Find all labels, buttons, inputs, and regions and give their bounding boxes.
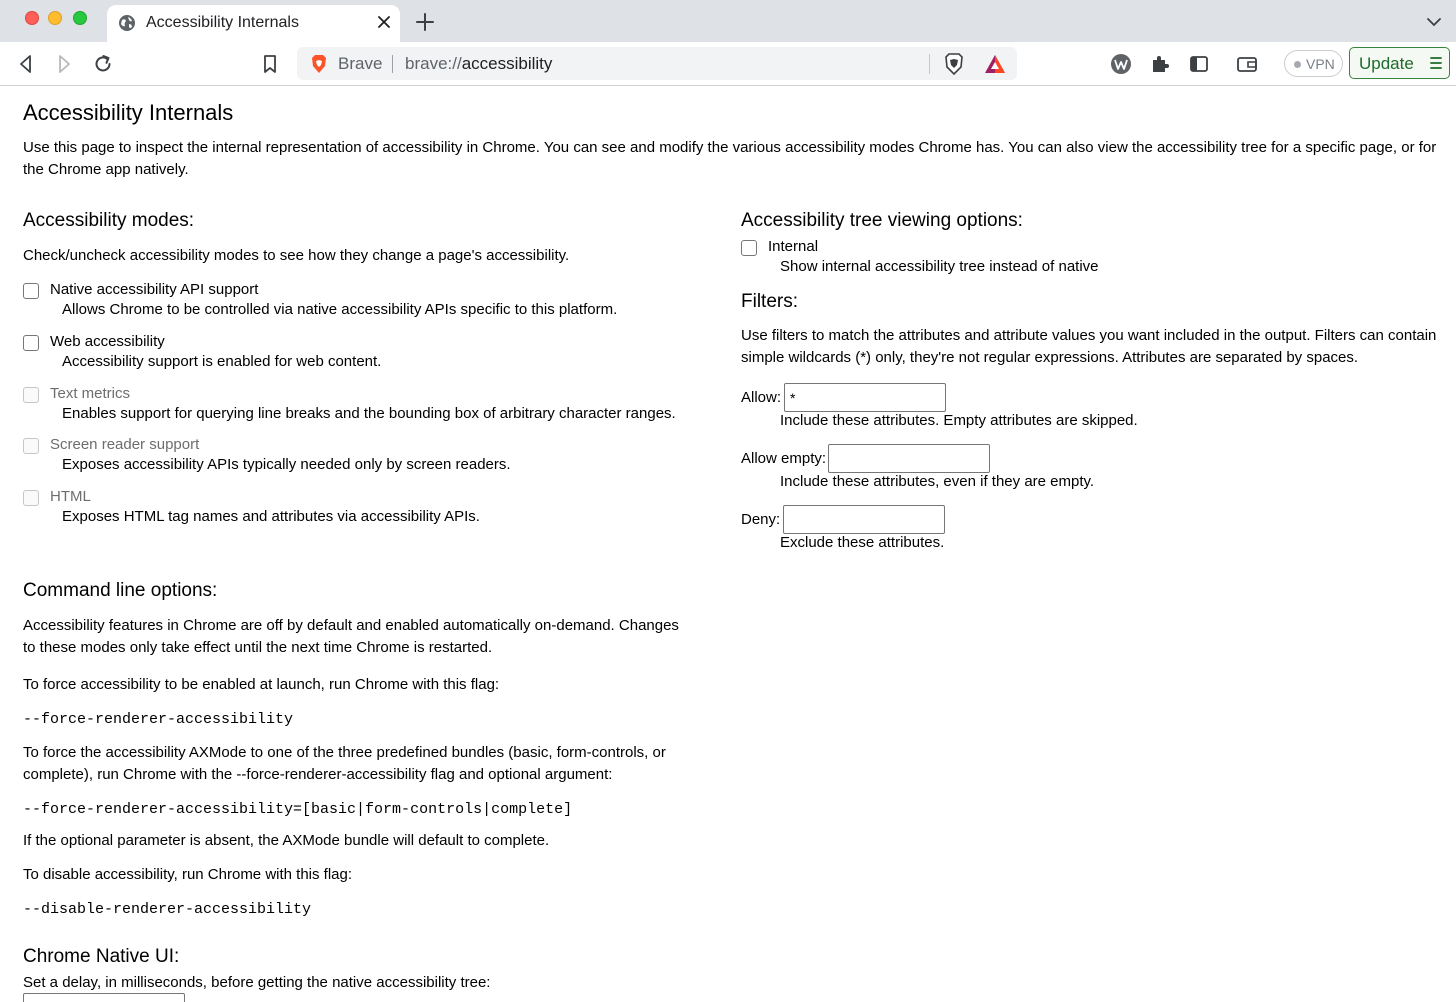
extensions-icon[interactable] <box>1149 53 1171 75</box>
deny-desc: Exclude these attributes. <box>780 534 945 551</box>
modes-description: Check/uncheck accessibility modes to see how they change a page's accessibility. <box>23 247 570 264</box>
reload-button[interactable] <box>92 53 114 75</box>
toolbar <box>0 42 1456 86</box>
native-ui-heading: Chrome Native UI: <box>23 946 180 967</box>
screen-reader-desc: Exposes accessibility APIs typically needed only by screen readers. <box>62 456 511 473</box>
modes-heading: Accessibility modes: <box>23 210 195 231</box>
text-metrics-desc: Enables support for querying line breaks and the bounding box of arbitrary character ranges. <box>62 405 676 422</box>
brave-shields-icon[interactable] <box>943 52 965 76</box>
web-accessibility-label: Web accessibility <box>50 333 165 350</box>
deny-label: Deny: <box>741 511 781 528</box>
omnibox-brand: Brave <box>338 54 383 73</box>
wallet-w-icon[interactable] <box>1110 53 1132 75</box>
new-tab-button[interactable] <box>415 12 435 32</box>
screen-reader-checkbox[interactable] <box>23 438 39 454</box>
bookmark-icon[interactable] <box>259 53 281 75</box>
back-button[interactable] <box>15 53 37 75</box>
text-metrics-checkbox[interactable] <box>23 387 39 403</box>
axmode-flag: --force-renderer-accessibility=[basic|form-controls|complete] <box>23 801 573 818</box>
sidebar-icon[interactable] <box>1188 53 1210 75</box>
globe-icon <box>118 14 136 32</box>
html-label: HTML <box>50 488 91 505</box>
html-desc: Exposes HTML tag names and attributes via accessibility APIs. <box>62 508 480 525</box>
allow-empty-desc: Include these attributes, even if they are empty. <box>780 473 1095 490</box>
native-api-checkbox[interactable] <box>23 283 39 299</box>
omnibox-separator <box>392 55 393 73</box>
chevron-down-icon[interactable] <box>1426 15 1442 29</box>
page-title: Accessibility Internals <box>23 100 234 125</box>
close-icon[interactable] <box>375 13 393 31</box>
tab-title: Accessibility Internals <box>146 14 299 31</box>
omnibox-divider <box>929 54 930 74</box>
native-api-label: Native accessibility API support <box>50 281 259 298</box>
vpn-status-dot <box>1294 61 1301 68</box>
vpn-button[interactable] <box>1284 50 1343 77</box>
address-bar[interactable] <box>297 47 1017 80</box>
internal-checkbox[interactable] <box>741 240 757 256</box>
screen-reader-label: Screen reader support <box>50 436 200 453</box>
brave-lion-icon <box>310 54 328 74</box>
url-host: accessibility <box>461 54 553 73</box>
tab-strip <box>0 0 1456 42</box>
menu-icon <box>1430 56 1442 70</box>
allow-empty-label: Allow empty: <box>741 450 827 467</box>
internal-desc: Show internal accessibility tree instead of native <box>780 258 1099 275</box>
native-api-desc: Allows Chrome to be controlled via native accessibility APIs specific to this platform. <box>62 301 618 318</box>
url-scheme: brave:// <box>405 54 462 73</box>
allow-label: Allow: <box>741 389 782 406</box>
command-line-intro: Accessibility features in Chrome are off by default and enabled automatically on-demand. Changes to these modes only take effect until the next time Chrome is restarted. <box>23 617 679 656</box>
minimize-window-button[interactable] <box>48 11 62 25</box>
allow-empty-input[interactable] <box>828 444 990 473</box>
update-button[interactable] <box>1349 47 1450 79</box>
close-window-button[interactable] <box>25 11 39 25</box>
filters-heading: Filters: <box>741 291 798 312</box>
vpn-label: VPN <box>1306 56 1335 72</box>
web-accessibility-checkbox[interactable] <box>23 335 39 351</box>
intro-text: Use this page to inspect the internal representation of accessibility in Chrome. You can see and modify the various accessibility modes Chrome has. You can also view the accessibility tree for a specific page, or for the Chrome app natively. <box>23 139 1437 178</box>
disable-flag: --disable-renderer-accessibility <box>23 901 312 918</box>
internal-label: Internal <box>768 238 819 255</box>
allow-desc: Include these attributes. Empty attributes are skipped. <box>780 412 1138 429</box>
web-accessibility-desc: Accessibility support is enabled for web content. <box>62 353 382 370</box>
update-label: Update <box>1359 54 1414 73</box>
url-text[interactable] <box>405 54 552 74</box>
force-enable-text: To force accessibility to be enabled at launch, run Chrome with this flag: <box>23 676 500 693</box>
delay-input[interactable] <box>23 993 185 1002</box>
command-line-heading: Command line options: <box>23 580 218 601</box>
text-metrics-label: Text metrics <box>50 385 131 402</box>
forward-button[interactable] <box>53 53 75 75</box>
html-checkbox[interactable] <box>23 490 39 506</box>
zoom-window-button[interactable] <box>73 11 87 25</box>
brave-rewards-icon[interactable] <box>984 54 1006 74</box>
disable-text: To disable accessibility, run Chrome with this flag: <box>23 866 353 883</box>
filters-description: Use filters to match the attributes and attribute values you want included in the output. Filters can contain simple wildcards (*) only, they're not regular expressions. Attributes are separated by spaces. <box>741 327 1437 366</box>
axmode-text: To force the accessibility AXMode to one of the three predefined bundles (basic, form-controls, or complete), run Chrome with the --force-renderer-accessibility flag and optional argument: <box>23 744 666 783</box>
allow-input[interactable] <box>784 383 946 412</box>
tab-accessibility-internals[interactable] <box>107 5 400 42</box>
axmode-default-text: If the optional parameter is absent, the AXMode bundle will default to complete. <box>23 832 550 849</box>
native-ui-description: Set a delay, in milliseconds, before getting the native accessibility tree: <box>23 974 491 991</box>
page-content <box>0 87 1456 1002</box>
tree-options-heading: Accessibility tree viewing options: <box>741 210 1023 231</box>
deny-input[interactable] <box>783 505 945 534</box>
force-enable-flag: --force-renderer-accessibility <box>23 711 294 728</box>
wallet-icon[interactable] <box>1236 53 1258 75</box>
